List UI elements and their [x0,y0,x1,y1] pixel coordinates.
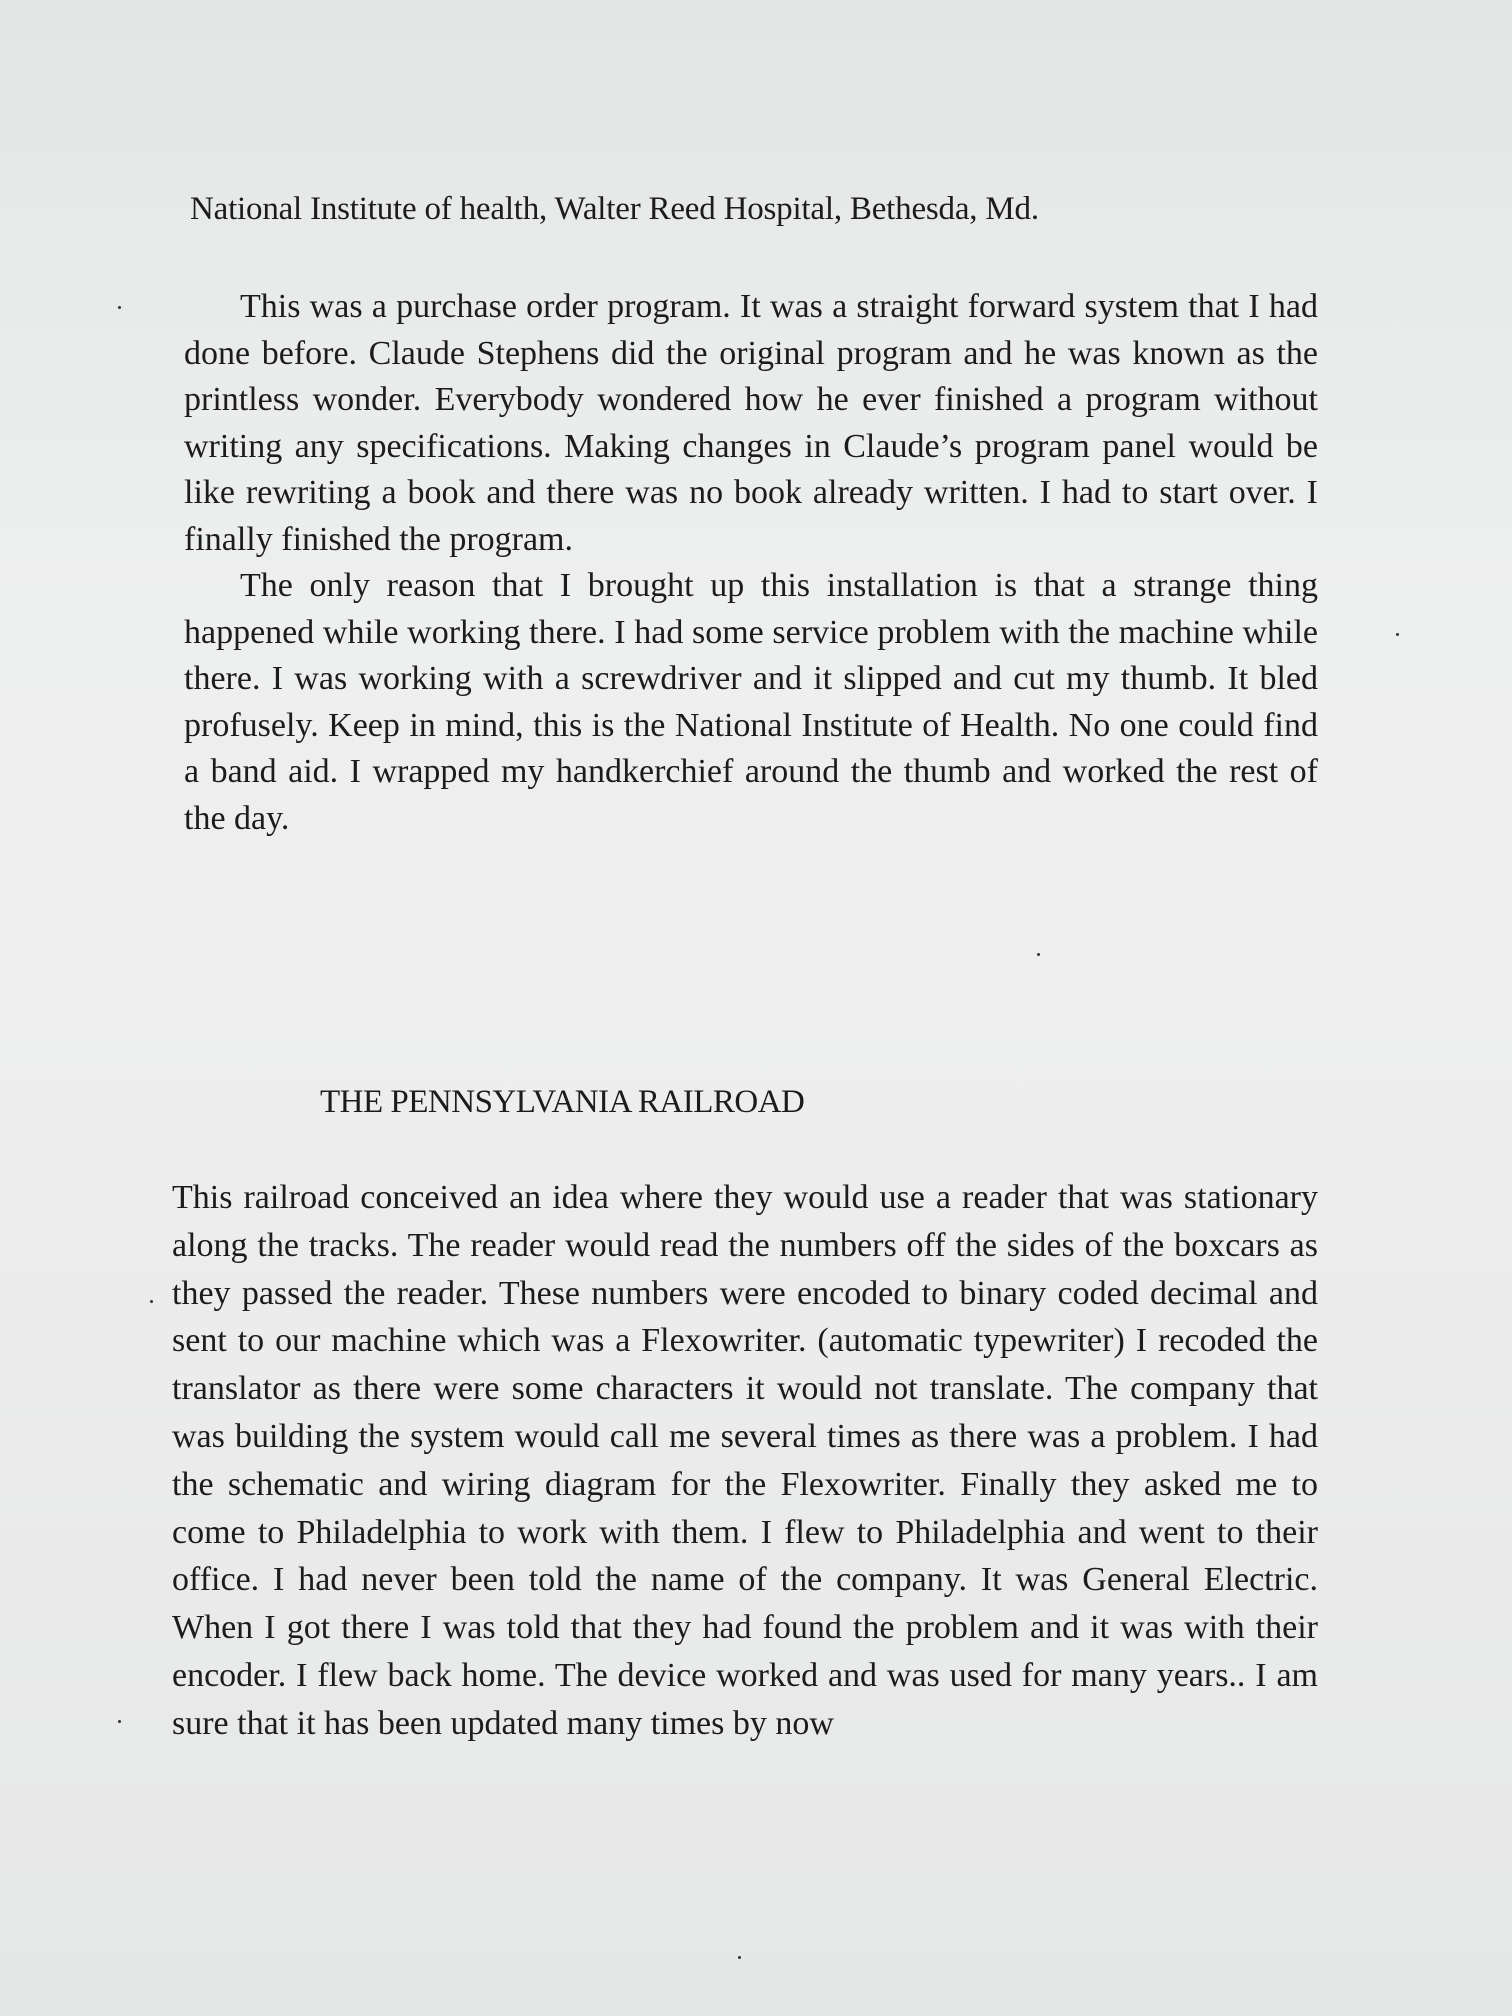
paragraph: This railroad conceived an idea where they would use a reader that was stationary along the tracks. The reader would read the numbers off the sides of the boxcars as they passed the reader. These numbers were encoded to binary coded decimal and sent to our machine which was a Flexowriter. (automatic typewriter) I recoded the translator as there were some characters it would not translate. The company that was building the system would call me several times as there was a problem. I had the schematic and wiring diagram for the Flexowriter. Finally they asked me to come to Philadelphia to work with them. I flew to Philadelphia and went to their office. I had never been told the name of the company. It was General Electric. When I got there I was told that they had found the problem and it was with their encoder. I flew back home. The device worked and was used for many years.. I am sure that it has been updated many times by now [172,1179,1318,1742]
section-title: THE PENNSYLVANIA RAILROAD [320,1084,805,1120]
paragraph: This was a purchase order program. It was a straight forward system that I had done before. Claude Stephens did the original program and he was known as the printless wonder. Everybody wondered how he ever finished a program without writing any specifications. Making changes in Claude’s program panel would be like rewriting a book and there was no book already written. I had to start over. I finally finished the program. [184,288,1318,558]
paper-speck [1037,953,1040,956]
section-railroad [172,1174,1318,1748]
paper-speck [118,306,121,309]
section-nih [184,284,1318,842]
paragraph: The only reason that I brought up this installation is that a strange thing happened while working there. I had some service problem with the machine while there. I was working with a screwdriver and it slipped and cut my thumb. It bled profusely. Keep in mind, this is the National Institute of Health. No one could find a band aid. I wrapped my handkerchief around the thumb and worked the rest of the day. [184,567,1318,837]
paper-speck [150,1300,153,1303]
location-heading: National Institute of health, Walter Reed Hospital, Bethesda, Md. [190,191,1039,227]
paper-speck [118,1720,121,1723]
paper-speck [738,1956,741,1959]
paper-speck [1396,633,1399,636]
